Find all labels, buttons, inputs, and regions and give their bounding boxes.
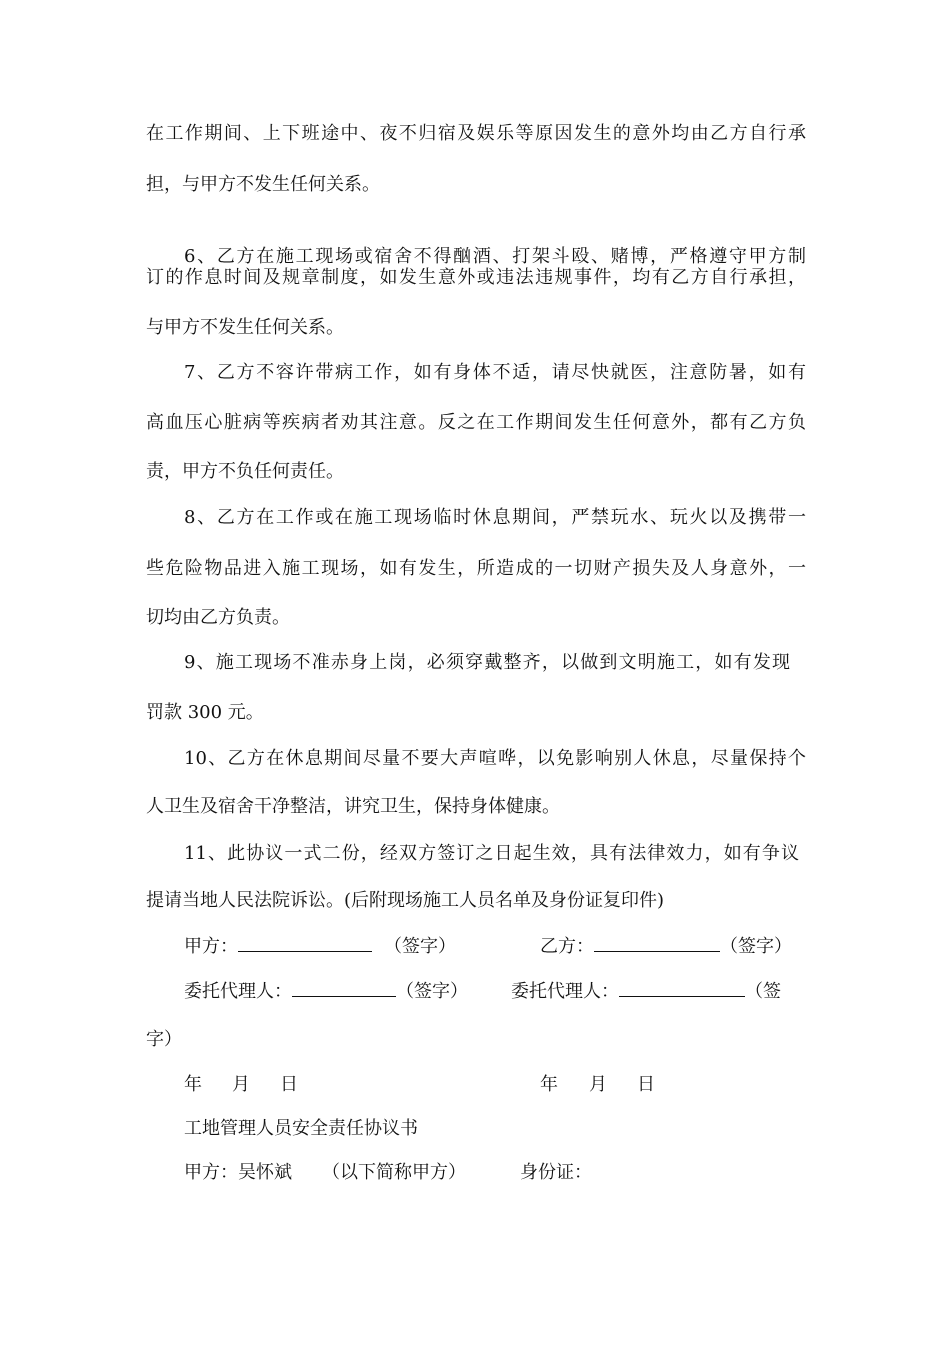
agent-b-label: 委托代理人： — [511, 981, 619, 1002]
party-b-sign-note: （签字） — [720, 936, 792, 957]
party-b-sign — [540, 933, 792, 959]
agent-a-sign-note: （签字） — [396, 981, 468, 1002]
agent-a-sign — [184, 978, 468, 1004]
agent-b-sign — [511, 978, 781, 1004]
text-line: 7、乙方不容许带病工作，如有身体不适，请尽快就医，注意防暑，如有 — [184, 362, 806, 383]
clause-10 — [184, 747, 806, 771]
text-line: 罚款 300 元。 — [146, 702, 264, 723]
text-line: 提请当地人民法院诉讼。(后附现场施工人员名单及身份证复印件) — [146, 890, 665, 911]
text-line: 10、乙方在休息期间尽量不要大声喧哗，以免影响别人休息，尽量保持个 — [184, 748, 806, 769]
text-line: 11、此协议一式二份，经双方签订之日起生效，具有法律效力，如有争议 — [184, 843, 799, 864]
text-line: 些危险物品进入施工现场，如有发生，所造成的一切财产损失及人身意外，一 — [146, 558, 806, 579]
date-a-year: 年 — [184, 1074, 202, 1095]
agent-a-signature-line — [292, 978, 396, 997]
text-line: 6、乙方在施工现场或宿舍不得酗酒、打架斗殴、赌博，严格遵守甲方制 — [184, 246, 806, 267]
agent-a-label: 委托代理人： — [184, 981, 292, 1002]
party-a-label: 甲方： — [184, 936, 238, 957]
text-line: 担，与甲方不发生任何关系。 — [146, 174, 380, 195]
text-line: 与甲方不发生任何关系。 — [146, 317, 344, 338]
clause-9 — [184, 651, 790, 675]
text-line: 在工作期间、上下班途中、夜不归宿及娱乐等原因发生的意外均由乙方自行承 — [146, 123, 806, 144]
clause-11 — [184, 842, 799, 866]
clause-8 — [184, 506, 806, 530]
next-party-a-note: （以下简称甲方） — [322, 1162, 466, 1183]
clause-7 — [184, 361, 806, 385]
text-line: 9、施工现场不准赤身上岗，必须穿戴整齐，以做到文明施工，如有发现 — [184, 652, 790, 673]
date-b-month: 月 — [589, 1074, 607, 1095]
date-b-day: 日 — [637, 1074, 655, 1095]
next-id-label: 身份证： — [520, 1162, 592, 1183]
party-a-sign-note: （签字） — [384, 936, 456, 957]
text-line: 订的作息时间及规章制度，如发生意外或违法违规事件，均有乙方自行承担， — [146, 267, 806, 288]
party-b-signature-line — [594, 933, 720, 952]
agent-b-sign-note: （签 — [745, 981, 781, 1002]
party-a-sign — [184, 933, 456, 959]
date-b-year: 年 — [540, 1074, 558, 1095]
party-a-signature-line — [238, 933, 372, 952]
agent-b-signature-line — [619, 978, 745, 997]
text-line: 责，甲方不负任何责任。 — [146, 461, 344, 482]
date-a-day: 日 — [280, 1074, 298, 1095]
text-line: 人卫生及宿舍干净整洁，讲究卫生，保持身体健康。 — [146, 796, 560, 817]
text-line: 切均由乙方负责。 — [146, 607, 290, 628]
next-party-a: 甲方：吴怀斌 — [184, 1162, 292, 1183]
agent-b-sign-wrap: 字） — [146, 1029, 182, 1050]
party-b-label: 乙方： — [540, 936, 594, 957]
next-agreement-title: 工地管理人员安全责任协议书 — [184, 1118, 418, 1139]
date-a-month: 月 — [232, 1074, 250, 1095]
text-line: 8、乙方在工作或在施工现场临时休息期间，严禁玩水、玩火以及携带一 — [184, 507, 806, 528]
text-line: 高血压心脏病等疾病者劝其注意。反之在工作期间发生任何意外，都有乙方负 — [146, 412, 806, 433]
